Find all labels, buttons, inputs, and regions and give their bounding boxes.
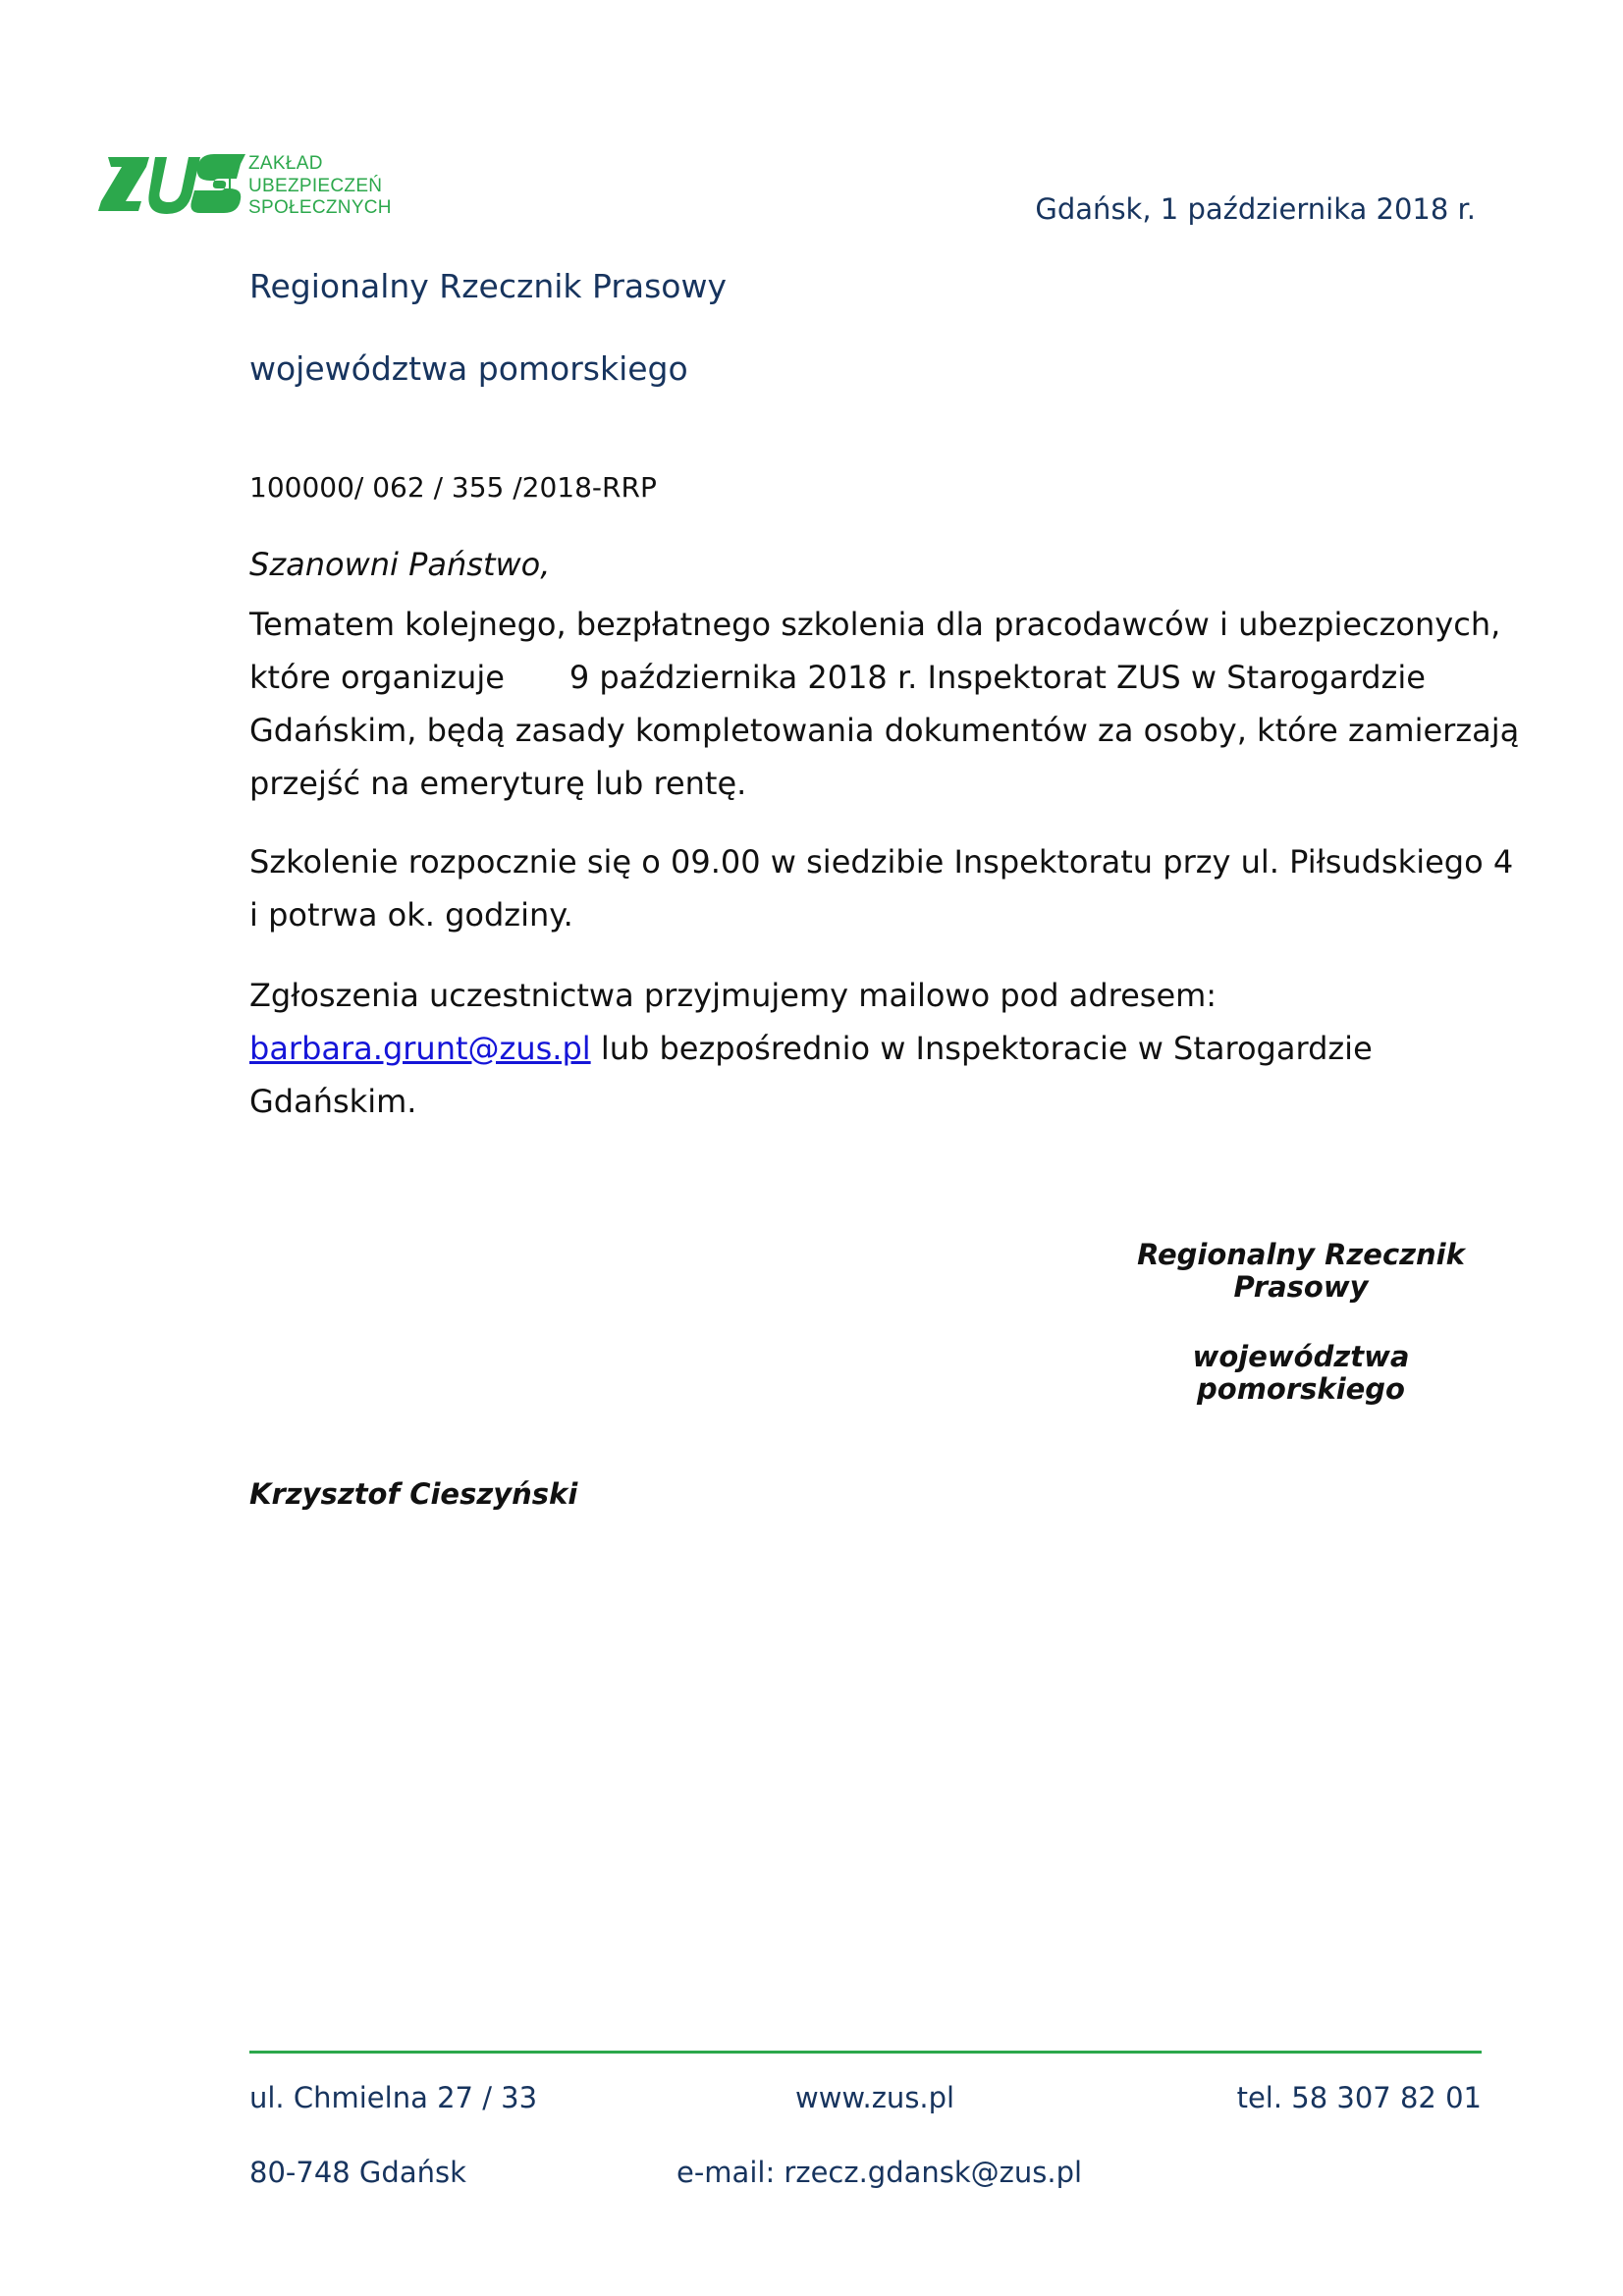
- signature-region-line: pomorskiego: [1197, 1372, 1405, 1406]
- logo-line: SPOŁECZNYCH: [248, 197, 392, 218]
- footer-address: ul. Chmielna 27 / 33: [249, 2081, 538, 2114]
- logo-line: ZAKŁAD: [248, 153, 323, 174]
- paragraph-line: [249, 651, 1487, 704]
- logo-wordmark: [248, 153, 392, 220]
- signature-region-line: województwa: [1192, 1340, 1410, 1373]
- reference-number: 100000/ 062 / 355 /2018-RRP: [249, 471, 657, 504]
- paragraph-line: i potrwa ok. godziny.: [249, 896, 573, 934]
- paragraph-training-time: [249, 835, 1514, 941]
- salutation: Szanowni Państwo,: [249, 546, 551, 583]
- letter-date: Gdańsk, 1 października 2018 r.: [1035, 192, 1476, 226]
- zus-logo-mark: [98, 154, 245, 214]
- paragraph-line: przejść na emeryturę lub rentę.: [249, 765, 747, 802]
- paragraph-segment: 9 października 2018 r. Inspektorat ZUS w Starogardzie: [568, 659, 1426, 696]
- paragraph-line: Szkolenie rozpocznie się o 09.00 w siedzibie Inspektoratu przy ul. Piłsudskiego 4: [249, 843, 1514, 881]
- logo-line: UBEZPIECZEŃ: [248, 175, 383, 196]
- footer-website[interactable]: www.zus.pl: [795, 2081, 955, 2114]
- signature-title-line: Regionalny Rzecznik: [1137, 1238, 1465, 1271]
- signature-region: [1090, 1341, 1512, 1406]
- paragraph-segment: lub bezpośrednio w Inspektoracie w Starogardzie: [600, 1030, 1373, 1067]
- signature-title: [1090, 1239, 1512, 1304]
- logo-divider: [229, 155, 231, 212]
- footer-email[interactable]: e-mail: rzecz.gdansk@zus.pl: [676, 2156, 1083, 2189]
- contact-email-link[interactable]: barbara.grunt@zus.pl: [249, 1030, 591, 1067]
- sender-office-region: województwa pomorskiego: [249, 349, 688, 388]
- footer-city: 80-748 Gdańsk: [249, 2156, 466, 2189]
- paragraph-registration: [249, 969, 1487, 1128]
- paragraph-training-topic: [249, 598, 1520, 810]
- paragraph-line: Zgłoszenia uczestnictwa przyjmujemy mailowo pod adresem:: [249, 977, 1217, 1014]
- footer-phone: tel. 58 307 82 01: [1236, 2081, 1482, 2114]
- footer-divider: [249, 2051, 1482, 2054]
- signature-title-line: Prasowy: [1233, 1270, 1369, 1304]
- paragraph-line: Tematem kolejnego, bezpłatnego szkolenia dla pracodawców i ubezpieczonych,: [249, 606, 1501, 643]
- signer-name: Krzysztof Cieszyński: [249, 1477, 578, 1511]
- paragraph-line: Gdańskim, będą zasady kompletowania dokumentów za osoby, które zamierzają: [249, 712, 1520, 749]
- paragraph-line: Gdańskim.: [249, 1083, 417, 1120]
- paragraph-segment: które organizuje: [249, 659, 505, 696]
- sender-office-title: Regionalny Rzecznik Prasowy: [249, 267, 728, 305]
- paragraph-line: [249, 1022, 1487, 1075]
